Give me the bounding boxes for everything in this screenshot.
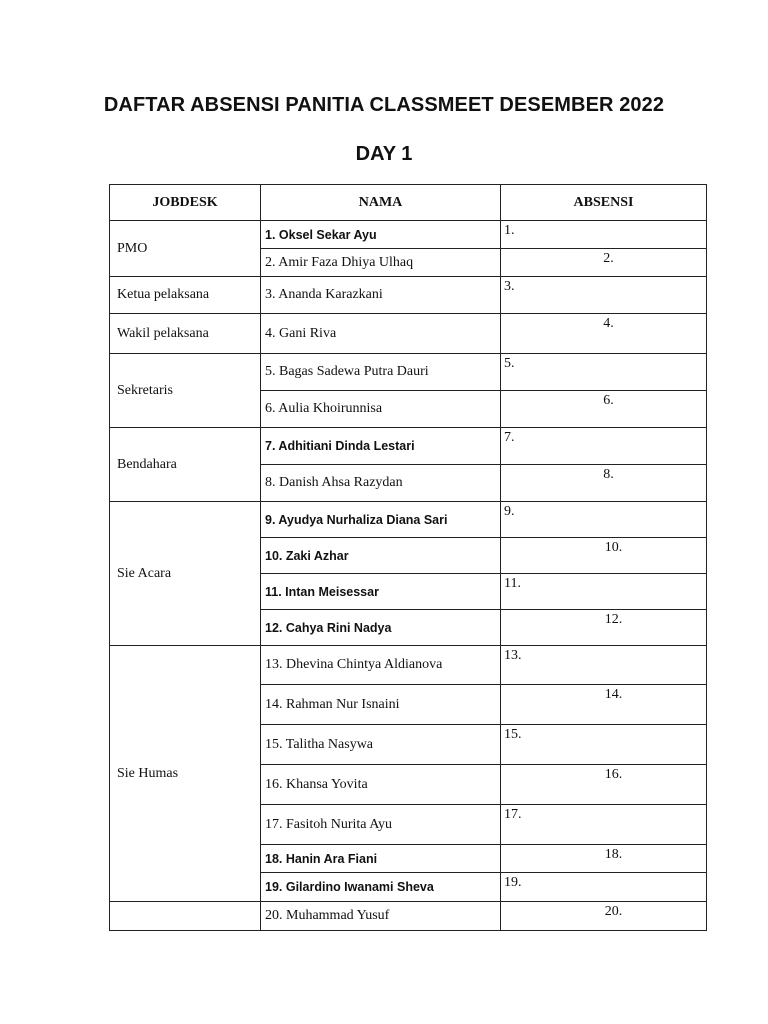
- absensi-cell: [501, 391, 707, 428]
- absensi-number: 2.: [603, 251, 614, 266]
- name-cell: 6. Aulia Khoirunnisa: [261, 391, 501, 428]
- absensi-number: 20.: [604, 904, 623, 919]
- absensi-cell: [501, 685, 707, 725]
- absensi-number: 14.: [604, 687, 623, 702]
- column-header-absensi: ABSENSI: [501, 185, 707, 221]
- absensi-number: 18.: [604, 847, 623, 862]
- absensi-cell: [501, 902, 707, 931]
- table-row: [110, 354, 707, 391]
- absensi-cell: 13.: [501, 646, 707, 685]
- absensi-cell: [501, 314, 707, 354]
- jobdesk-cell: Wakil pelaksana: [110, 314, 261, 354]
- name-cell: 10. Zaki Azhar: [261, 538, 501, 574]
- absensi-number: 16.: [604, 767, 623, 782]
- absensi-cell: 7.: [501, 428, 707, 465]
- name-cell: 19. Gilardino Iwanami Sheva: [261, 873, 501, 902]
- jobdesk-cell: Bendahara: [110, 428, 261, 502]
- name-cell: 1. Oksel Sekar Ayu: [261, 221, 501, 249]
- absensi-number: 4.: [603, 316, 614, 331]
- table-row: [110, 902, 707, 931]
- absensi-number: 10.: [604, 540, 623, 555]
- absensi-cell: 1.: [501, 221, 707, 249]
- name-cell: 2. Amir Faza Dhiya Ulhaq: [261, 249, 501, 277]
- table-row: [110, 428, 707, 465]
- jobdesk-cell: PMO: [110, 221, 261, 277]
- name-cell: 8. Danish Ahsa Razydan: [261, 465, 501, 502]
- column-header-jobdesk: JOBDESK: [110, 185, 261, 221]
- absensi-number: 8.: [603, 467, 614, 482]
- absensi-cell: 3.: [501, 277, 707, 314]
- table-header-row: [110, 185, 707, 221]
- name-cell: 11. Intan Meisessar: [261, 574, 501, 610]
- table-row: [110, 502, 707, 538]
- page-title: DAFTAR ABSENSI PANITIA CLASSMEET DESEMBER 2022: [103, 94, 665, 116]
- name-cell: 4. Gani Riva: [261, 314, 501, 354]
- name-cell: 3. Ananda Karazkani: [261, 277, 501, 314]
- day-label: DAY 1: [355, 143, 413, 165]
- name-cell: 18. Hanin Ara Fiani: [261, 845, 501, 873]
- jobdesk-cell: [110, 902, 261, 931]
- absensi-number: 6.: [603, 393, 614, 408]
- name-cell: 15. Talitha Nasywa: [261, 725, 501, 765]
- absensi-number: 12.: [604, 612, 623, 627]
- absensi-cell: 9.: [501, 502, 707, 538]
- absensi-cell: [501, 538, 707, 574]
- table-row: [110, 277, 707, 314]
- jobdesk-cell: Sie Acara: [110, 502, 261, 646]
- absensi-cell: 5.: [501, 354, 707, 391]
- name-cell: 16. Khansa Yovita: [261, 765, 501, 805]
- absensi-cell: 11.: [501, 574, 707, 610]
- name-cell: 13. Dhevina Chintya Aldianova: [261, 646, 501, 685]
- column-header-nama: NAMA: [261, 185, 501, 221]
- table-row: [110, 314, 707, 354]
- absensi-cell: [501, 249, 707, 277]
- name-cell: 12. Cahya Rini Nadya: [261, 610, 501, 646]
- name-cell: 20. Muhammad Yusuf: [261, 902, 501, 931]
- absensi-cell: [501, 610, 707, 646]
- jobdesk-cell: Sekretaris: [110, 354, 261, 428]
- name-cell: 17. Fasitoh Nurita Ayu: [261, 805, 501, 845]
- name-cell: 7. Adhitiani Dinda Lestari: [261, 428, 501, 465]
- absensi-cell: 17.: [501, 805, 707, 845]
- name-cell: 5. Bagas Sadewa Putra Dauri: [261, 354, 501, 391]
- absensi-cell: [501, 845, 707, 873]
- table-row: [110, 646, 707, 685]
- jobdesk-cell: Ketua pelaksana: [110, 277, 261, 314]
- attendance-table: [109, 184, 707, 931]
- absensi-cell: 19.: [501, 873, 707, 902]
- absensi-cell: 15.: [501, 725, 707, 765]
- absensi-cell: [501, 465, 707, 502]
- name-cell: 9. Ayudya Nurhaliza Diana Sari: [261, 502, 501, 538]
- table-row: [110, 221, 707, 249]
- name-cell: 14. Rahman Nur Isnaini: [261, 685, 501, 725]
- jobdesk-cell: Sie Humas: [110, 646, 261, 902]
- absensi-cell: [501, 765, 707, 805]
